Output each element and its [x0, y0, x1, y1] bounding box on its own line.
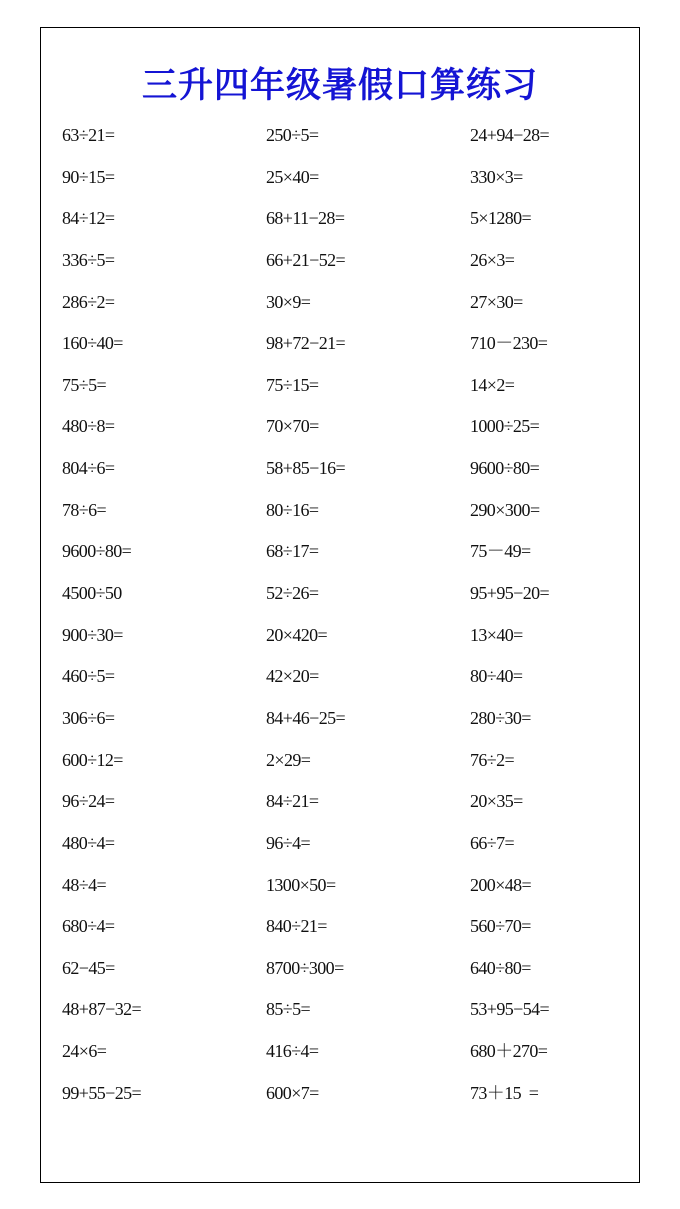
problem: 84÷12=	[62, 208, 115, 229]
problem: 98+72−21=	[266, 333, 346, 354]
problem: 76÷2=	[470, 749, 515, 770]
problem: 286÷2=	[62, 291, 115, 312]
problem: 14×2=	[470, 374, 515, 395]
problem: 27×30=	[470, 291, 523, 312]
problem: 24×6=	[62, 1041, 107, 1062]
problem: 68÷17=	[266, 541, 319, 562]
problem: 68+11−28=	[266, 208, 345, 229]
problem: 66+21−52=	[266, 249, 346, 270]
problem: 8700÷300=	[266, 957, 344, 978]
problem: 48÷4=	[62, 874, 107, 895]
problem: 20×35=	[470, 791, 523, 812]
problem: 5×1280=	[470, 208, 532, 229]
problem: 306÷6=	[62, 707, 115, 728]
problem: 42×20=	[266, 666, 319, 687]
problem: 48+87−32=	[62, 999, 142, 1020]
problem-row	[41, 497, 639, 539]
problem: 1300×50=	[266, 874, 336, 895]
problem-row	[41, 830, 639, 872]
problem-row	[41, 663, 639, 705]
problem-row	[41, 205, 639, 247]
problem: 160÷40=	[62, 333, 123, 354]
problem: 2×29=	[266, 749, 311, 770]
problem-row	[41, 372, 639, 414]
problem: 680÷4=	[62, 916, 115, 937]
problem-row	[41, 872, 639, 914]
problem-row	[41, 330, 639, 372]
problem: 30×9=	[266, 291, 311, 312]
problem: 460÷5=	[62, 666, 115, 687]
problem-row	[41, 1038, 639, 1080]
problem: 90÷15=	[62, 166, 115, 187]
problem: 640÷80=	[470, 957, 531, 978]
problem: 85÷5=	[266, 999, 311, 1020]
problem: 75－49=	[470, 541, 531, 562]
problem-row	[41, 538, 639, 580]
problem: 58+85−16=	[266, 458, 346, 479]
problem: 52÷26=	[266, 583, 319, 604]
problem: 95+95−20=	[470, 583, 550, 604]
problem-row	[41, 705, 639, 747]
problem: 250÷5=	[266, 125, 319, 145]
problem-row	[41, 413, 639, 455]
problem: 62−45=	[62, 957, 115, 978]
problem-row	[41, 580, 639, 622]
problem: 80÷16=	[266, 499, 319, 520]
problem: 66÷7=	[470, 832, 515, 853]
problem-row	[41, 788, 639, 830]
problem: 25×40=	[266, 166, 319, 187]
problem: 24+94−28=	[470, 125, 550, 145]
worksheet-title: 三升四年级暑假口算练习	[141, 66, 538, 106]
problem: 336÷5=	[62, 249, 115, 270]
problem-row	[41, 122, 639, 164]
problem-row	[41, 913, 639, 955]
problem: 900÷30=	[62, 624, 123, 645]
problem: 75÷5=	[62, 374, 107, 395]
problem: 840÷21=	[266, 916, 327, 937]
problem: 560÷70=	[470, 916, 531, 937]
problem: 9600÷80=	[62, 541, 132, 562]
problem-row	[41, 955, 639, 997]
problem: 99+55−25=	[62, 1082, 142, 1103]
problem-row	[41, 1080, 639, 1122]
problem: 84+46−25=	[266, 707, 346, 728]
problem: 4500÷50	[62, 583, 122, 604]
problem-row	[41, 164, 639, 206]
problem-row	[41, 622, 639, 664]
problem: 710－230=	[470, 333, 548, 354]
problem: 80÷40=	[470, 666, 523, 687]
problem-row	[41, 247, 639, 289]
problem-row	[41, 289, 639, 331]
problem: 78÷6=	[62, 499, 107, 520]
problem: 96÷4=	[266, 832, 311, 853]
problem: 600÷12=	[62, 749, 123, 770]
problem: 96÷24=	[62, 791, 115, 812]
problem: 804÷6=	[62, 458, 115, 479]
problem: 75÷15=	[266, 374, 319, 395]
problem: 13×40=	[470, 624, 523, 645]
problem: 200×48=	[470, 874, 532, 895]
problem: 20×420=	[266, 624, 328, 645]
problem-grid	[41, 122, 639, 1121]
problem: 53+95−54=	[470, 999, 550, 1020]
problem: 480÷4=	[62, 832, 115, 853]
problem: 63÷21=	[62, 125, 115, 145]
problem: 1000÷25=	[470, 416, 540, 437]
problem: 290×300=	[470, 499, 540, 520]
problem: 416÷4=	[266, 1041, 319, 1062]
problem: 680＋270=	[470, 1041, 548, 1062]
worksheet-page	[40, 27, 640, 1183]
problem: 70×70=	[266, 416, 319, 437]
problem: 280÷30=	[470, 707, 531, 728]
problem: 330×3=	[470, 166, 523, 187]
problem-row	[41, 996, 639, 1038]
problem-row	[41, 747, 639, 789]
problem: 84÷21=	[266, 791, 319, 812]
problem: 73＋15 =	[470, 1082, 539, 1103]
problem: 480÷8=	[62, 416, 115, 437]
problem: 9600÷80=	[470, 458, 540, 479]
problem: 26×3=	[470, 249, 515, 270]
problem-row	[41, 455, 639, 497]
problem: 600×7=	[266, 1082, 319, 1103]
